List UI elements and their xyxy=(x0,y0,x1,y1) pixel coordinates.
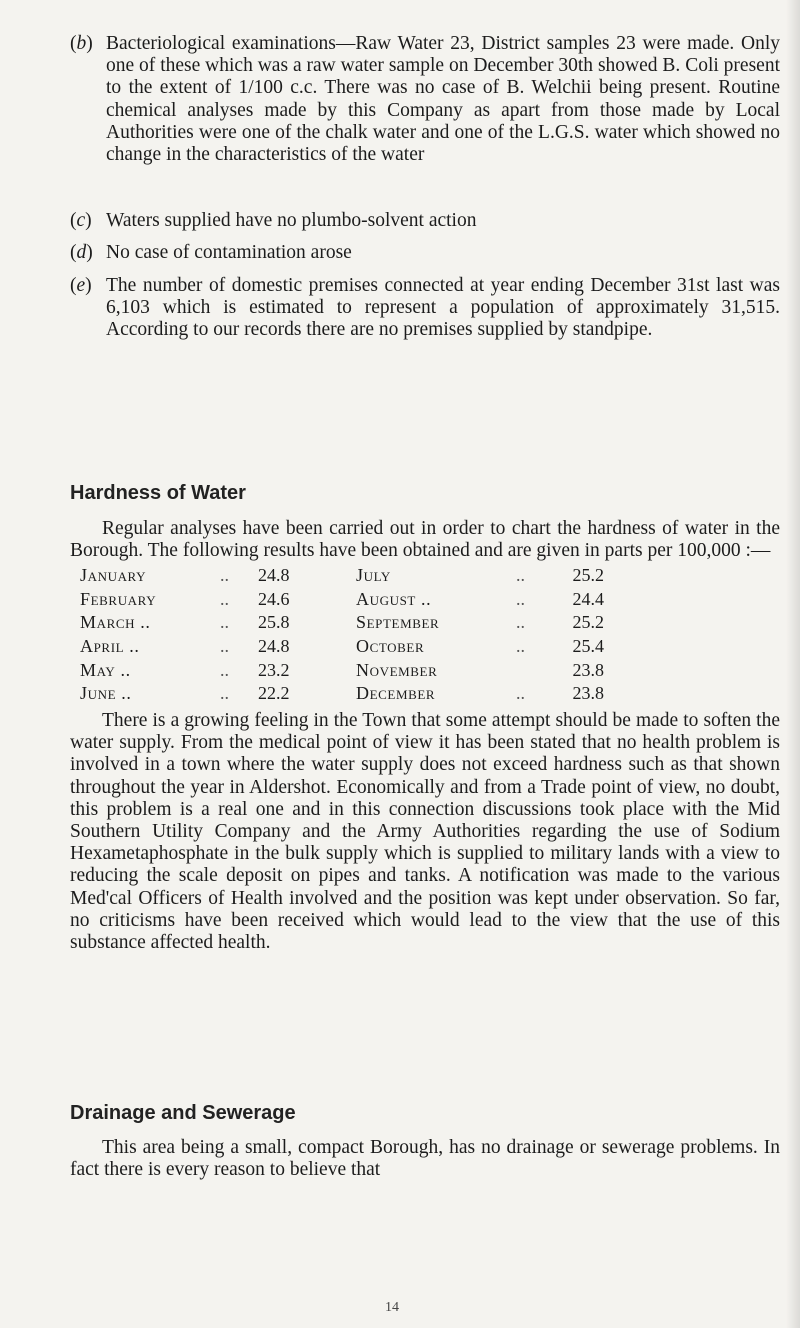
hardness-discussion xyxy=(70,710,780,954)
hardness-leader-right xyxy=(516,658,554,682)
item-b xyxy=(70,33,780,166)
hardness-value-right: 23.8 xyxy=(572,659,604,680)
item-c-letter: c xyxy=(76,210,86,231)
hardness-discussion-text: There is a growing feeling in the Town that some attempt should be made to soften the water supply. From the medical point of view it has been stated that no health problem is involved in a town where the water supply does not exceed hardness such as that shown throughout the year in Aldershot. Economically and from a Trade point of view, no doubt, this problem is a real one and in this connection discussions took place with the Mid Southern Utility Company and the Army Authorities regarding the use of Sodium Hexametaphosphate in the bulk supply which is supplied to military lands with a view to reducing the scale deposit on pipes and tanks. A notification was made to the various Med'cal Officers of Health involved and the position was kept under observation. So far, no criticisms have been received which would lead to the view that the use of this substance affected health. xyxy=(70,710,780,954)
hardness-value-left: 24.8 xyxy=(258,636,290,657)
hardness-value-right: 24.4 xyxy=(572,588,604,609)
item-e-text: The number of domestic premises connected at year ending December 31st last was 6,103 which is estimated to represent a population of approximately 31,515. According to our records there are no premises supplied by standpipe. xyxy=(106,275,780,341)
hardness-value-left: 23.2 xyxy=(258,659,290,680)
hardness-table xyxy=(80,564,604,706)
hardness-leader-left: .. xyxy=(220,636,229,657)
item-c xyxy=(70,210,780,232)
hardness-row xyxy=(80,658,604,682)
hardness-month-left: June .. xyxy=(80,683,132,704)
hardness-leader-right: .. xyxy=(516,588,525,609)
hardness-value-left: 24.6 xyxy=(258,588,290,609)
hardness-month-right: December xyxy=(356,683,436,704)
hardness-month-left: January xyxy=(80,565,147,586)
hardness-value-right: 25.2 xyxy=(572,612,604,633)
item-d xyxy=(70,242,780,264)
hardness-leader-right: .. xyxy=(516,683,525,704)
hardness-row xyxy=(80,682,604,706)
hardness-month-right: October xyxy=(356,636,425,657)
hardness-month-right: July xyxy=(356,565,391,586)
hardness-leader-right: .. xyxy=(516,565,525,586)
drainage-heading: Drainage and Sewerage xyxy=(70,1102,296,1124)
hardness-leader-left: .. xyxy=(220,565,229,586)
hardness-value-left: 24.8 xyxy=(258,565,290,586)
hardness-row xyxy=(80,611,604,635)
hardness-leader-left: .. xyxy=(220,612,229,633)
page-number: 14 xyxy=(385,1300,399,1315)
hardness-month-right: September xyxy=(356,612,440,633)
hardness-row xyxy=(80,635,604,659)
hardness-value-right: 25.4 xyxy=(572,636,604,657)
item-e xyxy=(70,275,780,342)
item-d-label: (d) xyxy=(70,242,93,263)
item-b-label: (b) xyxy=(70,33,93,54)
item-e-label: (e) xyxy=(70,275,92,296)
hardness-month-right: November xyxy=(356,659,438,680)
hardness-row xyxy=(80,588,604,612)
item-d-letter: d xyxy=(76,242,87,263)
drainage-paragraph xyxy=(70,1137,780,1181)
hardness-month-left: March .. xyxy=(80,612,151,633)
hardness-row xyxy=(80,564,604,588)
hardness-value-left: 22.2 xyxy=(258,683,290,704)
hardness-month-left: May .. xyxy=(80,659,131,680)
hardness-leader-left: .. xyxy=(220,659,229,680)
item-c-label: (c) xyxy=(70,210,92,231)
hardness-table-body xyxy=(80,564,604,706)
drainage-text: This area being a small, compact Borough, has no drainage or sewerage problems. In fact there is every reason to believe that xyxy=(70,1137,780,1181)
hardness-value-right: 23.8 xyxy=(572,683,604,704)
hardness-leader-right: .. xyxy=(516,636,525,657)
hardness-month-right: August .. xyxy=(356,588,432,609)
item-b-text: Bacteriological examinations—Raw Water 23, District samples 23 were made. Only one of these which was a raw water sample on December 30th showed B. Coli present to the extent of 1/100 c.c. There was no case of B. Welchii being present. Routine chemical analyses made by this Company as apart from those made by Local Authorities were one of the chalk water and one of the L.G.S. water which showed no change in the characteristics of the water xyxy=(106,33,780,166)
item-b-letter: b xyxy=(76,33,87,54)
item-d-text: No case of contamination arose xyxy=(106,242,352,263)
scan-edge-shadow xyxy=(786,0,800,1328)
hardness-intro xyxy=(70,518,780,562)
hardness-leader-left: .. xyxy=(220,683,229,704)
hardness-leader-right: .. xyxy=(516,612,525,633)
hardness-month-left: April .. xyxy=(80,636,140,657)
item-e-letter: e xyxy=(76,275,86,296)
hardness-heading: Hardness of Water xyxy=(70,482,246,504)
item-c-text: Waters supplied have no plumbo-solvent action xyxy=(106,210,477,231)
hardness-value-right: 25.2 xyxy=(572,565,604,586)
hardness-month-left: February xyxy=(80,588,157,609)
hardness-leader-left: .. xyxy=(220,588,229,609)
hardness-intro-text: Regular analyses have been carried out in order to chart the hardness of water in the Borough. The following results have been obtained and are given in parts per 100,000 :— xyxy=(70,518,780,562)
hardness-value-left: 25.8 xyxy=(258,612,290,633)
